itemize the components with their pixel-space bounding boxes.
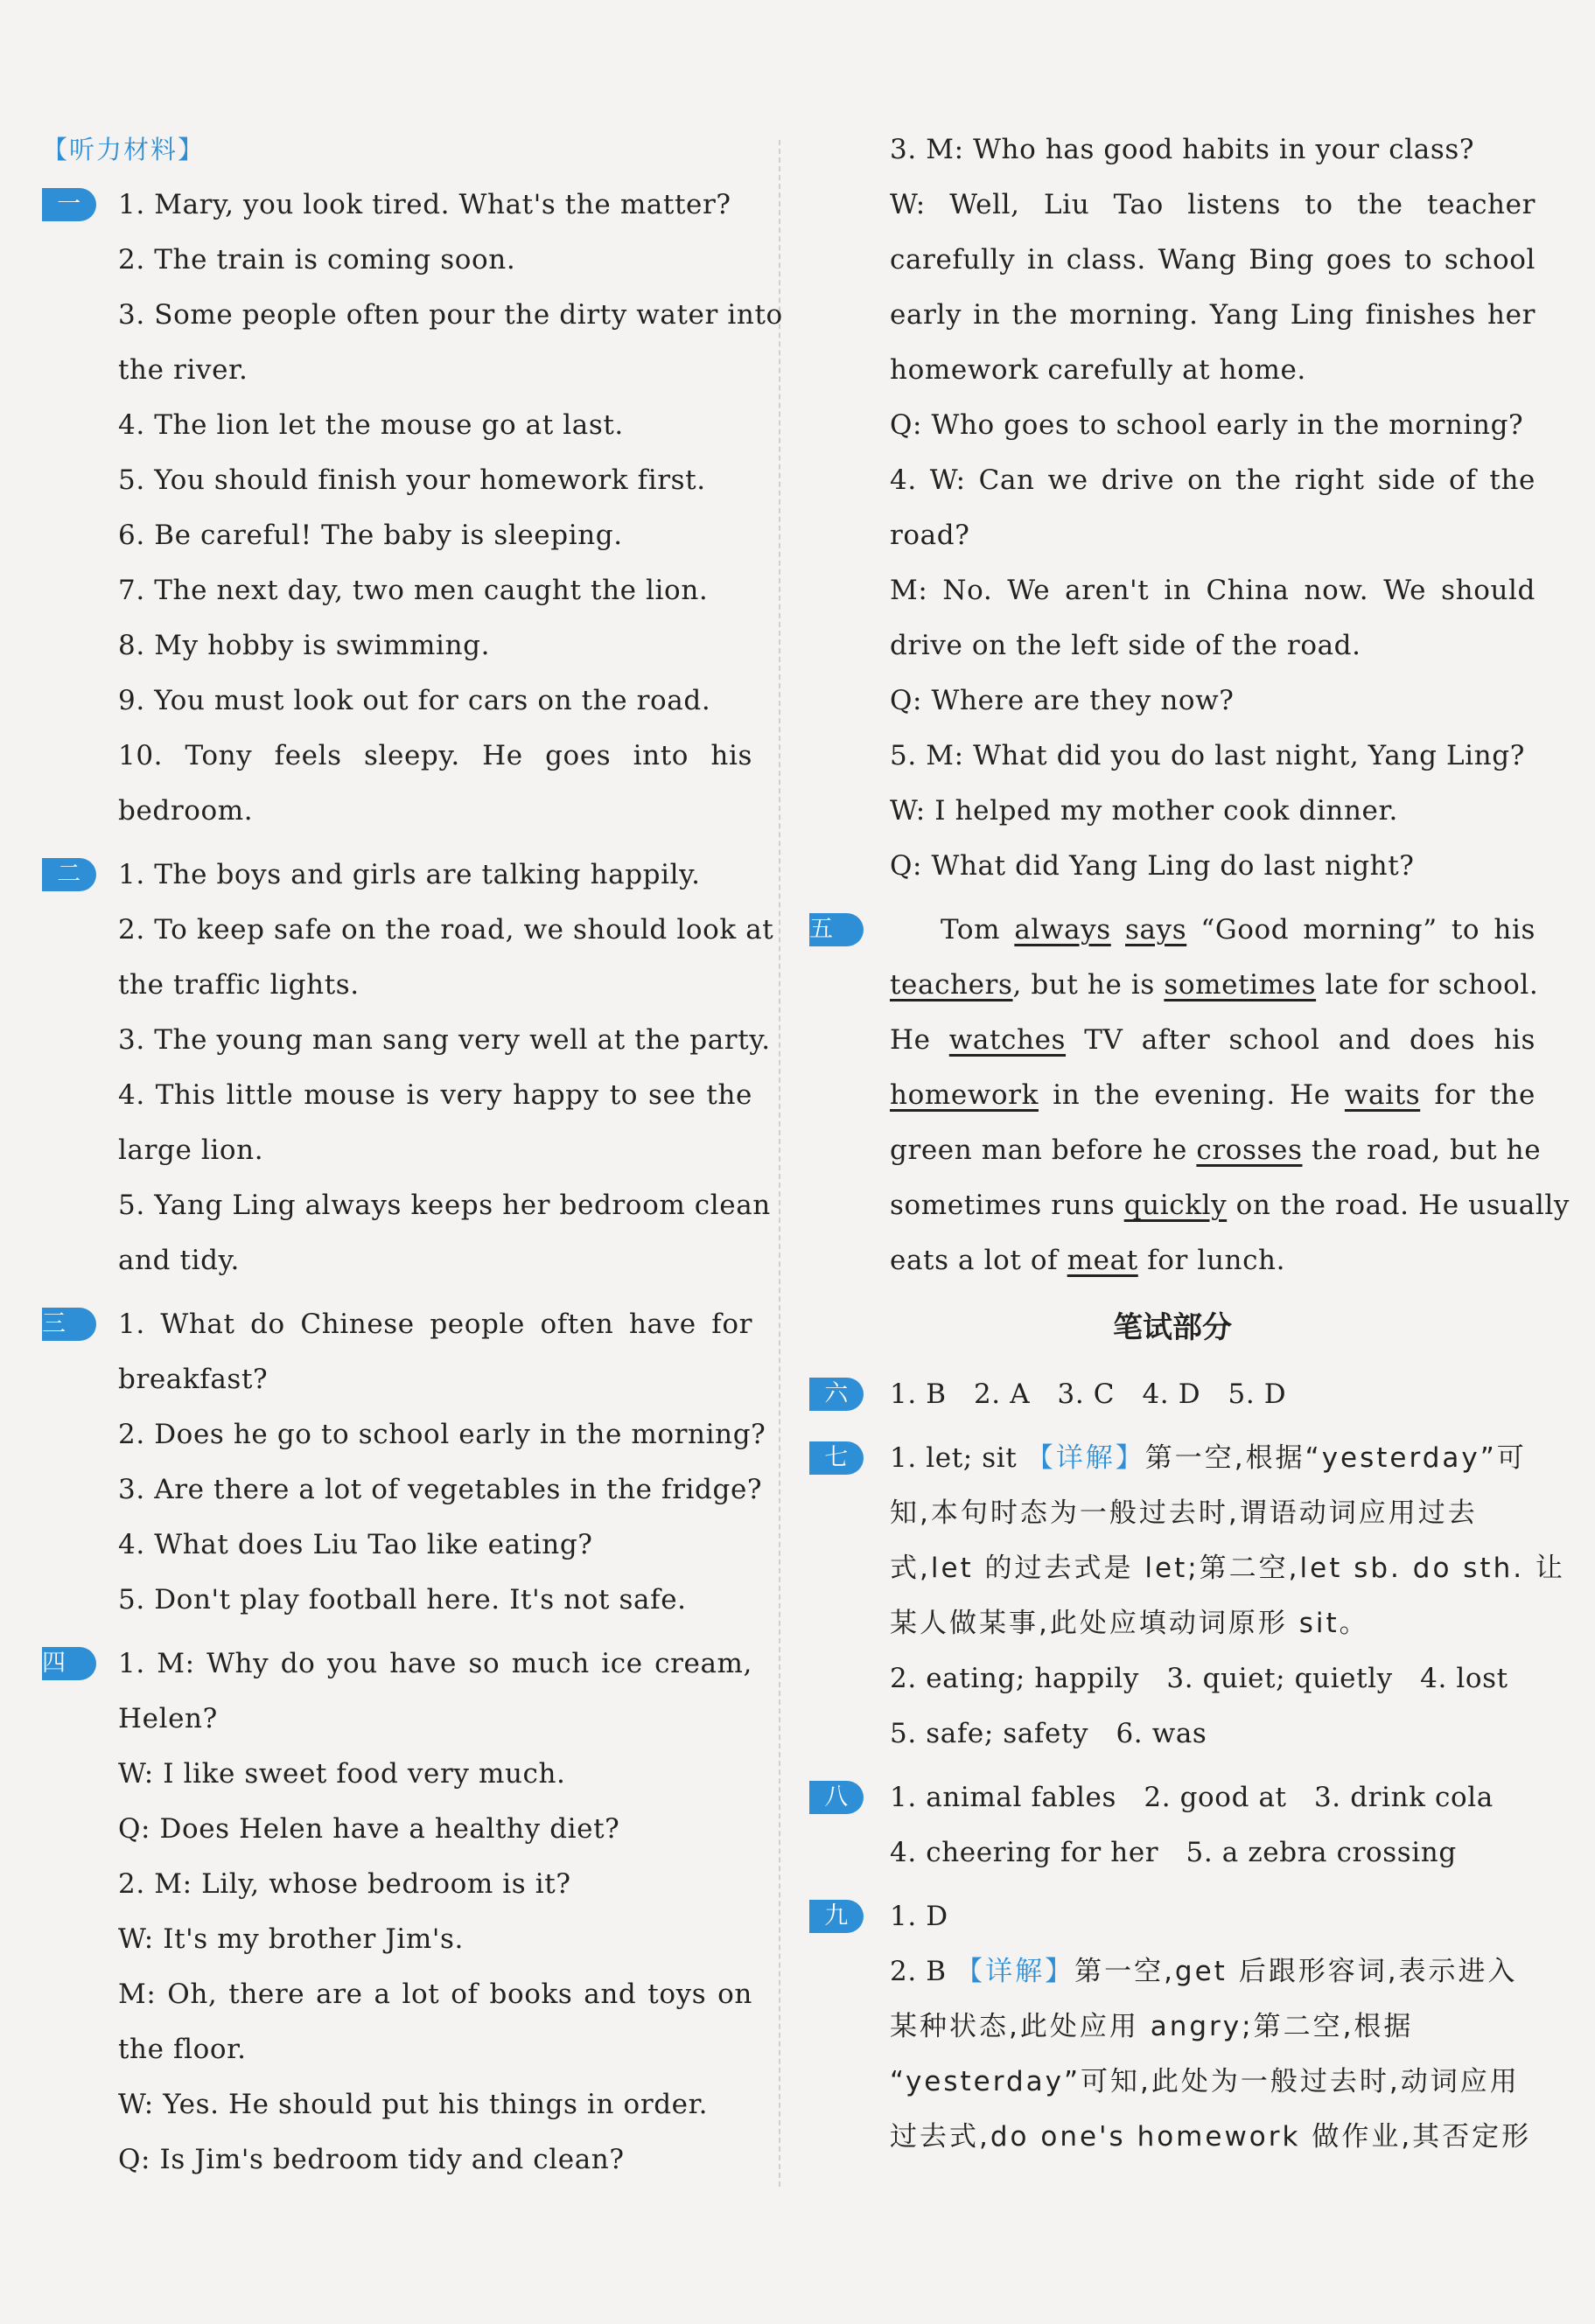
q2-line: large lion.	[118, 1134, 264, 1166]
blank-answer: teachers	[890, 969, 1013, 1001]
q7-line: 知,本句时态为一般过去时,谓语动词应用过去	[890, 1497, 1478, 1529]
q7-line: 七 1. let; sit 【详解】第一空,根据“yesterday”可	[809, 1431, 1536, 1486]
blank-answer: waits	[1344, 1079, 1421, 1111]
section-badge-7: 七	[809, 1441, 864, 1475]
q4-line: the floor.	[118, 2034, 247, 2065]
q2-line: the traffic lights.	[118, 969, 360, 1001]
section-badge-3: 三	[42, 1308, 96, 1341]
q4-line: M: Oh, there are a lot of books and toys on	[118, 1979, 752, 2010]
q4-line: Q: Where are they now?	[890, 685, 1235, 716]
q4-line: 四 1. M: Why do you have so much ice cream,	[42, 1648, 752, 1679]
q4-line: W: Yes. He should put his things in order.	[118, 2089, 709, 2120]
q7-line: 5. safe; safety 6. was	[890, 1718, 1207, 1749]
blank-answer: quickly	[1123, 1190, 1228, 1221]
section-badge-8: 八	[809, 1781, 864, 1814]
detail-label: 【详解】	[1025, 1442, 1145, 1474]
q4-line: W: I helped my mother cook dinner.	[890, 795, 1398, 827]
q4-line: 5. M: What did you do last night, Yang Ling?	[890, 740, 1525, 771]
q2-line: 二 1. The boys and girls are talking happily.	[42, 848, 752, 903]
q4-line: Q: What did Yang Ling do last night?	[890, 850, 1415, 882]
q4-line: Q: Does Helen have a healthy diet?	[118, 1813, 620, 1845]
q5-line: He watches TV after school and does his	[890, 1024, 1536, 1056]
q5-line: homework in the evening. He waits for the	[890, 1079, 1536, 1111]
q1-line: 5. You should finish your homework first.	[118, 464, 706, 496]
q4-line: 3. M: Who has good habits in your class?	[890, 134, 1475, 165]
q8-line: 八 1. animal fables 2. good at 3. drink cola	[809, 1770, 1536, 1825]
q9-line: 某种状态,此处应用 angry;第二空,根据	[890, 2011, 1414, 2042]
q2-line: and tidy.	[118, 1245, 241, 1276]
q1-line: bedroom.	[118, 795, 254, 827]
blank-answer: crosses	[1196, 1134, 1303, 1166]
q4-line: W: Well, Liu Tao listens to the teacher	[890, 189, 1536, 220]
q2-line: 2. To keep safe on the road, we should look at	[118, 914, 774, 946]
right-column	[809, 122, 1570, 2165]
q3-line: breakfast?	[118, 1364, 269, 1395]
q2-line: 3. The young man sang very well at the party.	[118, 1024, 771, 1056]
q1-line: the river.	[118, 354, 248, 386]
q9-line: “yesterday”可知,此处为一般过去时,动词应用	[890, 2066, 1520, 2097]
written-part-heading: 笔试部分	[1113, 1310, 1232, 1345]
q5-line: sometimes runs quickly on the road. He usually	[890, 1190, 1570, 1221]
q4-line: 4. W: Can we drive on the right side of the	[890, 464, 1536, 496]
q2-line: 4. This little mouse is very happy to see the	[118, 1079, 752, 1111]
q3-line: 2. Does he go to school early in the morning?	[118, 1419, 766, 1450]
q1-line: 8. My hobby is swimming.	[118, 630, 491, 661]
section-badge-1: 一	[42, 188, 96, 221]
q1-line: 7. The next day, two men caught the lion.	[118, 575, 709, 606]
q4-line: W: I like sweet food very much.	[118, 1758, 566, 1790]
q4-line: Helen?	[118, 1703, 218, 1734]
detail-label: 【详解】	[955, 1956, 1075, 1987]
q4-line: drive on the left side of the road.	[890, 630, 1361, 661]
section-badge-6: 六	[809, 1378, 864, 1411]
q4-line: road?	[890, 520, 970, 551]
section-badge-2: 二	[42, 858, 96, 891]
q7-line: 2. eating; happily 3. quiet; quietly 4. lost	[890, 1663, 1508, 1694]
q5-line: eats a lot of meat for lunch.	[890, 1245, 1286, 1276]
q5-line: 五 Tom always says “Good morning” to his	[809, 914, 1536, 946]
q1-line: 6. Be careful! The baby is sleeping.	[118, 520, 623, 551]
q9-line: 2. B 【详解】第一空,get 后跟形容词,表示进入	[890, 1956, 1518, 1987]
blank-answer: meat	[1067, 1245, 1138, 1276]
q4-line: carefully in class. Wang Bing goes to school	[890, 244, 1536, 276]
q8-line: 4. cheering for her 5. a zebra crossing	[890, 1837, 1457, 1868]
q1-line: 4. The lion let the mouse go at last.	[118, 409, 624, 441]
blank-answer: watches	[948, 1024, 1067, 1056]
section-badge-4: 四	[42, 1647, 96, 1680]
q9-line: 过去式,do one's homework 做作业,其否定形	[890, 2121, 1532, 2153]
q4-line: Q: Who goes to school early in the morning?	[890, 409, 1524, 441]
q3-line: 3. Are there a lot of vegetables in the fridge?	[118, 1474, 763, 1505]
q7-line: 某人做某事,此处应填动词原形 sit。	[890, 1608, 1369, 1639]
q5-line: teachers, but he is sometimes late for school.	[890, 969, 1539, 1001]
section-title-listening: 【听力材料】	[42, 135, 206, 164]
column-divider	[779, 140, 780, 2187]
q4-line: early in the morning. Yang Ling finishes her	[890, 299, 1536, 331]
q1-line: 一 1. Mary, you look tired. What's the matter?	[42, 178, 752, 233]
q4-line: 2. M: Lily, whose bedroom is it?	[118, 1868, 571, 1900]
q4-line: homework carefully at home.	[890, 354, 1306, 386]
left-column	[42, 122, 783, 2188]
q4-line: Q: Is Jim's bedroom tidy and clean?	[118, 2144, 625, 2175]
blank-answer: sometimes	[1164, 969, 1317, 1001]
q6-line: 六 1. B 2. A 3. C 4. D 5. D	[809, 1367, 1536, 1422]
q1-line: 10. Tony feels sleepy. He goes into his	[118, 740, 752, 771]
q7-line: 式,let 的过去式是 let;第二空,let sb. do sth. 让	[890, 1553, 1565, 1584]
q1-line: 9. You must look out for cars on the road.	[118, 685, 711, 716]
q3-line: 4. What does Liu Tao like eating?	[118, 1529, 593, 1560]
q2-line: 5. Yang Ling always keeps her bedroom clean	[118, 1190, 771, 1221]
q5-line: green man before he crosses the road, but he	[890, 1134, 1542, 1166]
q4-line: W: It's my brother Jim's.	[118, 1923, 465, 1955]
q3-line: 5. Don't play football here. It's not safe.	[118, 1584, 687, 1616]
blank-answer: says	[1125, 914, 1187, 946]
q4-line: M: No. We aren't in China now. We should	[890, 575, 1536, 606]
blank-answer: homework	[890, 1079, 1039, 1111]
blank-answer: always	[1014, 914, 1111, 946]
q1-line: 2. The train is coming soon.	[118, 244, 516, 276]
section-badge-5: 五	[809, 913, 864, 946]
q9-line: 九 1. D	[809, 1889, 1536, 1944]
q1-line: 3. Some people often pour the dirty water into	[118, 299, 783, 331]
q3-line: 三 1. What do Chinese people often have for	[42, 1309, 752, 1340]
section-badge-9: 九	[809, 1900, 864, 1933]
